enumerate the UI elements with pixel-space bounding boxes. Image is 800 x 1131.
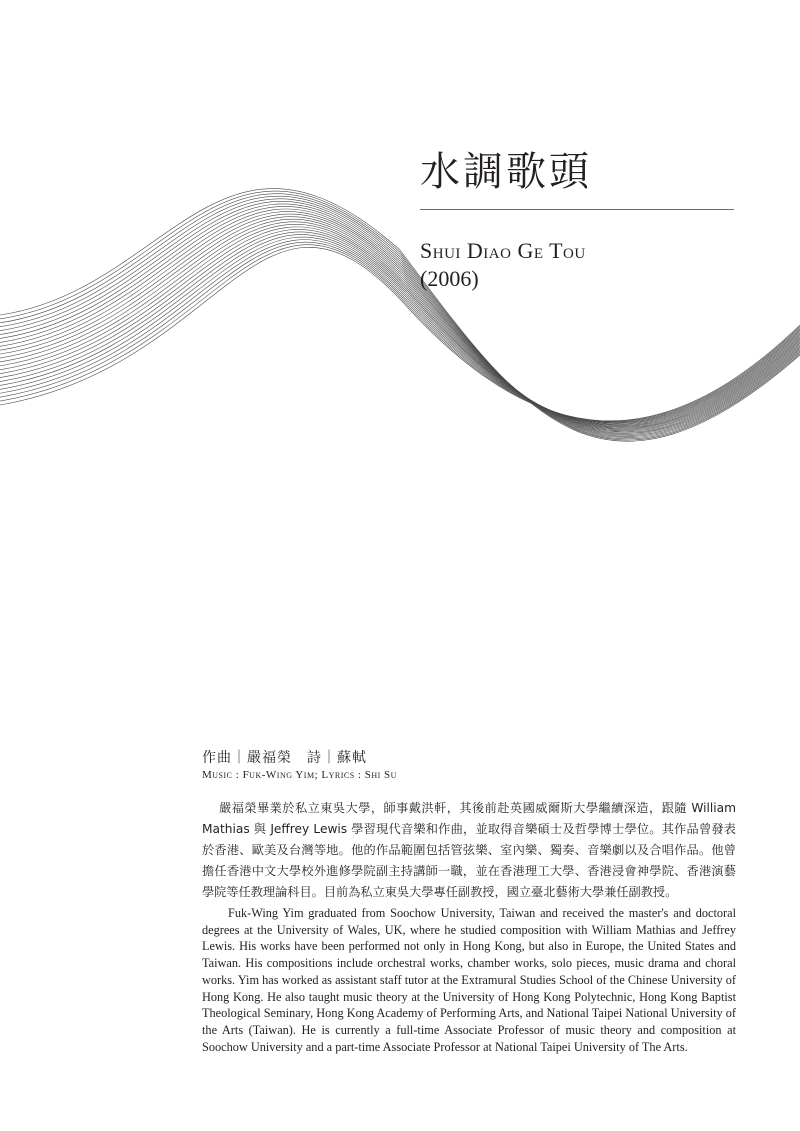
wave-lines-decoration bbox=[0, 150, 800, 510]
wave-line bbox=[0, 201, 800, 435]
wave-line bbox=[0, 217, 800, 430]
title-divider bbox=[420, 209, 734, 210]
wave-line bbox=[0, 196, 800, 438]
wave-line bbox=[0, 209, 800, 432]
wave-line bbox=[0, 194, 800, 439]
page-title-chinese: 水調歌頭 bbox=[420, 149, 592, 195]
wave-line bbox=[0, 247, 800, 421]
wave-line bbox=[0, 212, 800, 432]
wave-line bbox=[0, 222, 800, 428]
wave-line bbox=[0, 237, 800, 423]
credits-english: Music : Fuk-Wing Yim; Lyrics : Shi Su bbox=[202, 769, 397, 781]
wave-line bbox=[0, 189, 800, 442]
credits-chinese: 作曲｜嚴福榮 詩｜蘇軾 bbox=[202, 750, 367, 766]
wave-line bbox=[0, 245, 800, 422]
wave-line bbox=[0, 240, 800, 423]
wave-line bbox=[0, 199, 800, 437]
wave-line bbox=[0, 214, 800, 430]
page-title-english: Shui Diao Ge Tou bbox=[420, 238, 586, 263]
wave-line bbox=[0, 204, 800, 435]
biography-chinese: 嚴福榮畢業於私立東吳大學，師事戴洪軒，其後前赴英國威爾斯大學繼續深造，跟隨 William Mathias 與 Jeffrey Lewis 學習現代音樂和作曲，並取得音樂碩士及哲學博士學位。其作品曾發表於香港、歐美及台灣等地。他的作品範圍包括管弦樂、室內樂、獨奏、音樂劇以及合唱作品。他曾擔任香港中文大學校外進修學院副主持講師一職，並在香港理工大學、香港浸會神學院、香港演藝學院等任教理論科目。目前為私立東吳大學專任副教授，國立臺北藝術大學兼任副教授。 bbox=[202, 801, 736, 899]
biography-english: Fuk-Wing Yim graduated from Soochow University, Taiwan and received the master's and doctoral degrees at the University of Wales, UK, where he studied composition with William Mathias and Jeffrey Lewis. His works have been performed not only in Hong Kong, but also in Europe, the United States and Taiwan. His compositions include orchestral works, chamber works, solo pieces, music drama and choral works. Yim has worked as assistant staff tutor at the Extramural Studies School of the Chinese University of Hong Kong. He also taught music theory at the University of Hong Kong Polytechnic, Hong Kong Baptist Theological Seminary, Hong Kong Academy of Performing Arts, and National Taipei National University of the Arts (Taiwan). He is currently a full-time Associate Professor of music theory and composition at Soochow University and a part-time Associate Professor at National Taipei University of The Arts. bbox=[202, 906, 736, 1054]
composition-year: (2006) bbox=[420, 266, 479, 291]
